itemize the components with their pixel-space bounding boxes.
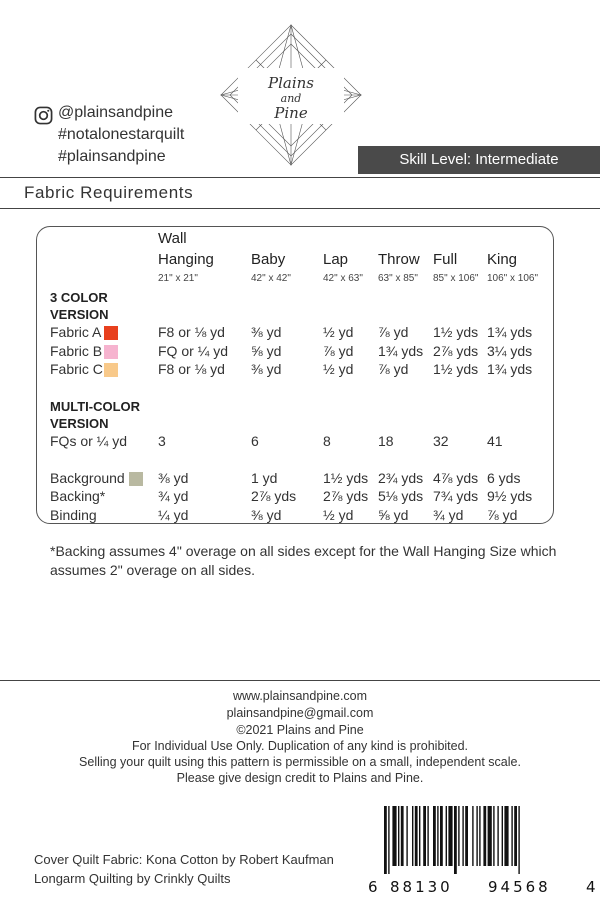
color-swatch bbox=[104, 363, 118, 377]
table-cell: ¾ yd bbox=[433, 507, 464, 523]
barcode-bar bbox=[458, 806, 459, 866]
barcode-bar bbox=[448, 806, 452, 866]
barcode-digits-3: 94568 bbox=[488, 878, 551, 896]
skill-level-badge: Skill Level: Intermediate bbox=[358, 146, 600, 174]
logo-text-2: and bbox=[280, 92, 302, 105]
instagram-icon bbox=[34, 106, 53, 125]
table-cell: ⅞ yd bbox=[378, 324, 409, 340]
table-cell: 6 yds bbox=[487, 470, 521, 486]
barcode-bar bbox=[423, 806, 426, 866]
table-cell: ½ yd bbox=[323, 507, 354, 523]
table-cell: 1½ yds bbox=[433, 324, 479, 340]
barcode-bar bbox=[465, 806, 468, 866]
barcode-bar bbox=[433, 806, 436, 866]
barcode-bar bbox=[518, 806, 519, 874]
column-header: Full bbox=[433, 251, 458, 268]
three-color-title-1: 3 COLOR bbox=[50, 290, 108, 305]
table-cell: 3¼ yds bbox=[487, 343, 533, 359]
social-handle[interactable]: @plainsandpine bbox=[58, 104, 173, 121]
table-cell: FQ or ¼ yd bbox=[158, 343, 229, 359]
table-cell: ⅝ yd bbox=[378, 507, 409, 523]
barcode-bar bbox=[511, 806, 512, 866]
footer-usage: For Individual Use Only. Duplication of any kind is prohibited. bbox=[131, 739, 469, 753]
row-label: Background bbox=[50, 470, 125, 486]
table-cell: ⅜ yd bbox=[251, 507, 282, 523]
table-cell: ⅞ yd bbox=[378, 361, 409, 377]
table-cell: 9½ yds bbox=[487, 488, 533, 504]
barcode-bar bbox=[440, 806, 443, 866]
table-cell: 2⅞ yds bbox=[323, 488, 369, 504]
brand-logo bbox=[218, 22, 364, 168]
table-cell: F8 or ⅛ yd bbox=[158, 361, 225, 377]
barcode-bar bbox=[497, 806, 498, 866]
table-cell: F8 or ⅛ yd bbox=[158, 324, 225, 340]
table-cell: 2¾ yds bbox=[378, 470, 424, 486]
row-label: FQs or ¼ yd bbox=[50, 433, 128, 449]
color-swatch bbox=[104, 326, 118, 340]
table-cell: 1 yd bbox=[251, 470, 278, 486]
table-cell: 5⅛ yds bbox=[378, 488, 424, 504]
table-cell: ⅞ yd bbox=[323, 343, 354, 359]
table-cell: 41 bbox=[487, 433, 503, 449]
column-dimensions: 42" x 63" bbox=[323, 273, 363, 284]
barcode-bar bbox=[488, 806, 492, 866]
column-header: Throw bbox=[378, 251, 420, 268]
column-header: Hanging bbox=[158, 251, 214, 268]
row-label: Fabric A bbox=[50, 324, 102, 340]
barcode-bar bbox=[479, 806, 480, 866]
barcode-bar bbox=[437, 806, 438, 866]
column-header-line1: Wall bbox=[158, 230, 187, 247]
color-swatch bbox=[104, 345, 118, 359]
hashtag-2: #plainsandpine bbox=[58, 148, 166, 165]
barcode-bar bbox=[398, 806, 399, 866]
table-cell: ¼ yd bbox=[158, 507, 189, 523]
barcode-digits-2: 88130 bbox=[390, 878, 453, 896]
column-dimensions: 42" x 42" bbox=[251, 273, 291, 284]
row-label: Fabric B bbox=[50, 343, 103, 359]
barcode-bar bbox=[446, 806, 447, 866]
column-dimensions: 106" x 106" bbox=[487, 273, 539, 284]
table-cell: 4⅞ yds bbox=[433, 470, 479, 486]
table-cell: ⅜ yd bbox=[251, 324, 282, 340]
table-cell: 2⅞ yds bbox=[433, 343, 479, 359]
barcode-bar bbox=[454, 806, 457, 874]
table-cell: ⅝ yd bbox=[251, 343, 282, 359]
barcode-bar bbox=[392, 806, 396, 866]
barcode bbox=[380, 806, 598, 874]
section-title: Fabric Requirements bbox=[24, 183, 194, 202]
table-cell: 1¾ yds bbox=[487, 324, 533, 340]
barcode-digit-1: 6 bbox=[368, 878, 378, 896]
table-cell: 1½ yds bbox=[433, 361, 479, 377]
barcode-bar bbox=[401, 806, 404, 866]
table-cell: ⅜ yd bbox=[158, 470, 189, 486]
barcode-bar bbox=[462, 806, 463, 866]
multi-color-title-2: VERSION bbox=[50, 416, 109, 431]
barcode-bar bbox=[419, 806, 420, 866]
footer-copyright: ©2021 Plains and Pine bbox=[236, 723, 364, 737]
divider-top bbox=[0, 177, 600, 178]
fabric-credit: Cover Quilt Fabric: Kona Cotton by Robert Kaufman bbox=[34, 852, 334, 867]
table-cell: ½ yd bbox=[323, 361, 354, 377]
barcode-bar bbox=[415, 806, 418, 866]
barcode-bar bbox=[483, 806, 486, 866]
footer-website[interactable]: www.plainsandpine.com bbox=[232, 689, 368, 703]
barcode-digit-4: 4 bbox=[586, 878, 596, 896]
logo-text-3: Pine bbox=[274, 104, 308, 122]
row-label: Binding bbox=[50, 507, 97, 523]
three-color-title-2: VERSION bbox=[50, 307, 109, 322]
table-cell: 1¾ yds bbox=[487, 361, 533, 377]
color-swatch bbox=[129, 472, 143, 486]
table-cell: 7¾ yds bbox=[433, 488, 479, 504]
table-cell: 8 bbox=[323, 433, 331, 449]
column-dimensions: 21" x 21" bbox=[158, 273, 198, 284]
table-cell: 3 bbox=[158, 433, 166, 449]
table-cell: 1½ yds bbox=[323, 470, 369, 486]
longarm-credit: Longarm Quilting by Crinkly Quilts bbox=[34, 871, 231, 886]
barcode-bar bbox=[493, 806, 494, 866]
row-label: Backing* bbox=[50, 488, 106, 504]
column-header: King bbox=[487, 251, 518, 268]
logo-text-1: Plains bbox=[268, 74, 314, 92]
barcode-bar bbox=[476, 806, 477, 866]
divider-footer bbox=[0, 680, 600, 681]
table-cell: 18 bbox=[378, 433, 394, 449]
table-cell: 2⅞ yds bbox=[251, 488, 297, 504]
table-cell: ¾ yd bbox=[158, 488, 189, 504]
row-label: Fabric C bbox=[50, 361, 103, 377]
footer-selling: Selling your quilt using this pattern is permissible on a small, independent scale. bbox=[79, 755, 521, 769]
column-dimensions: 63" x 85" bbox=[378, 273, 418, 284]
barcode-bar bbox=[412, 806, 413, 866]
barcode-bar bbox=[406, 806, 407, 866]
column-header: Baby bbox=[251, 251, 286, 268]
barcode-bar bbox=[472, 806, 473, 866]
footer-email[interactable]: plainsandpine@gmail.com bbox=[226, 706, 374, 720]
table-cell: ⅜ yd bbox=[251, 361, 282, 377]
barcode-bar bbox=[384, 806, 387, 874]
divider-heading bbox=[0, 208, 600, 209]
barcode-bar bbox=[502, 806, 503, 866]
table-cell: 1¾ yds bbox=[378, 343, 424, 359]
column-header: Lap bbox=[323, 251, 349, 268]
table-cell: 6 bbox=[251, 433, 259, 449]
table-cell: ⅞ yd bbox=[487, 507, 518, 523]
barcode-bar bbox=[514, 806, 517, 866]
column-dimensions: 85" x 106" bbox=[433, 273, 479, 284]
table-cell: 32 bbox=[433, 433, 449, 449]
barcode-bar bbox=[427, 806, 428, 866]
multi-color-title-1: MULTI-COLOR bbox=[50, 399, 141, 414]
barcode-bar bbox=[504, 806, 508, 866]
hashtag-1: #notalonestarquilt bbox=[58, 126, 185, 143]
footer-credit: Please give design credit to Plains and Pine. bbox=[176, 771, 424, 785]
table-cell: ½ yd bbox=[323, 324, 354, 340]
barcode-bar bbox=[388, 806, 389, 874]
backing-note: *Backing assumes 4" overage on all sides except for the Wall Hanging Size which assumes 2" overage on all sides. bbox=[50, 543, 557, 578]
